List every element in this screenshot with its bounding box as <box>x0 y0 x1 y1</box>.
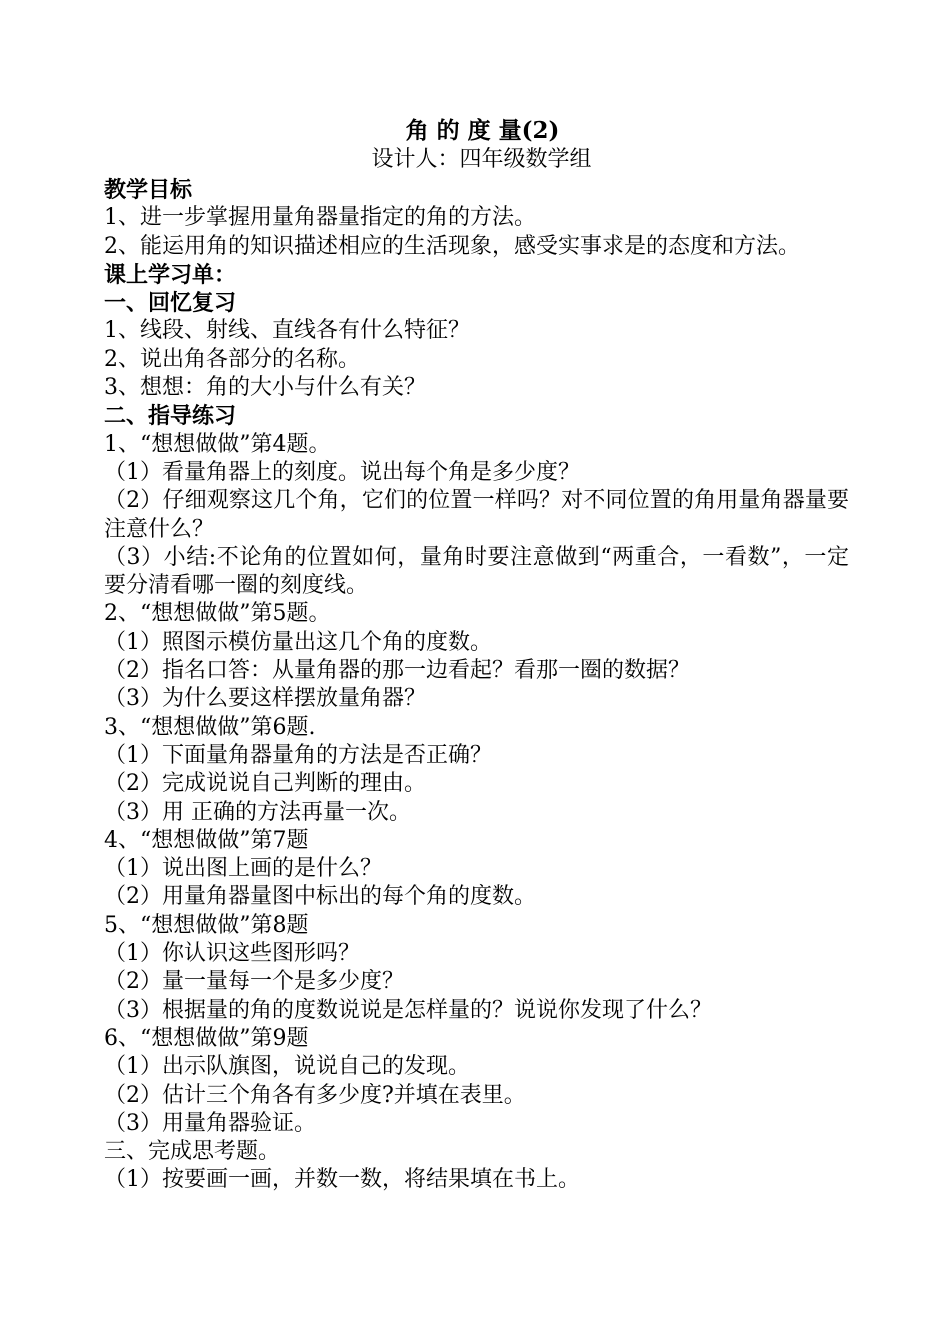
line-27: （3）根据量的角的度数说说是怎样量的？说说你发现了什么？ <box>104 997 712 1023</box>
line-18: （1）下面量角器量角的方法是否正确？ <box>104 742 492 768</box>
line-23: （2）用量角器量图中标出的每个角的度数。 <box>104 884 536 910</box>
line-5: 1、线段、射线、直线各有什么特征？ <box>104 318 470 344</box>
line-26: （2）量一量每一个是多少度？ <box>104 969 404 995</box>
line-19: （2）完成说说自己判断的理由。 <box>104 771 426 797</box>
line-29: （1）出示队旗图，说说自己的发现。 <box>104 1054 470 1080</box>
author-line: 设计人：四年级数学组 <box>371 147 592 172</box>
line-2: 2、能运用角的知识描述相应的生活现象，感受实事求是的态度和方法。 <box>104 233 800 259</box>
line-0: 教学目标 <box>104 177 193 203</box>
line-17: 3、“想想做做”第6题. <box>104 714 316 740</box>
line-8: 二、指导练习 <box>104 403 237 430</box>
line-9: 1、“想想做做”第4题。 <box>104 431 331 457</box>
document-page <box>104 116 849 1195</box>
line-1: 1、进一步掌握用量角器量指定的角的方法。 <box>104 205 536 231</box>
line-10: （1）看量角器上的刻度。说出每个角是多少度？ <box>104 459 580 485</box>
line-7: 3、想想：角的大小与什么有关？ <box>104 375 426 401</box>
line-33: （1）按要画一画，并数一数，将结果填在书上。 <box>104 1167 580 1193</box>
line-21: 4、“想想做做”第7题 <box>104 827 309 853</box>
line-31: （3）用量角器验证。 <box>104 1110 316 1136</box>
line-14: （1）照图示模仿量出这几个角的度数。 <box>104 629 492 655</box>
line-24: 5、“想想做做”第8题 <box>104 912 309 938</box>
line-16: （3）为什么要这样摆放量角器？ <box>104 686 426 712</box>
line-22: （1）说出图上画的是什么？ <box>104 856 382 882</box>
line-6: 2、说出角各部分的名称。 <box>104 346 360 372</box>
line-12: （3）小结:不论角的位置如何，量角时要注意做到“两重合，一看数”，一定要分清看哪一圈的刻度线。 <box>104 544 849 599</box>
line-11: （2）仔细观察这几个角，它们的位置一样吗？对不同位置的角用量角器量要注意什么？ <box>104 488 849 542</box>
line-13: 2、“想想做做”第5题。 <box>104 601 331 627</box>
line-15: （2）指名口答：从量角器的那一边看起？看那一圈的数据？ <box>104 658 690 684</box>
document-title: 角 的 度 量(2) <box>405 117 560 144</box>
line-28: 6、“想想做做”第9题 <box>104 1025 309 1051</box>
line-25: （1）你认识这些图形吗？ <box>104 941 360 967</box>
line-32: 三、完成思考题。 <box>104 1139 281 1165</box>
line-20: （3）用 正确的方法再量一次。 <box>104 799 411 825</box>
line-30: （2）估计三个角各有多少度?并填在表里。 <box>104 1082 526 1108</box>
line-3: 课上学习单： <box>104 261 237 288</box>
line-4: 一、回忆复习 <box>104 290 237 317</box>
